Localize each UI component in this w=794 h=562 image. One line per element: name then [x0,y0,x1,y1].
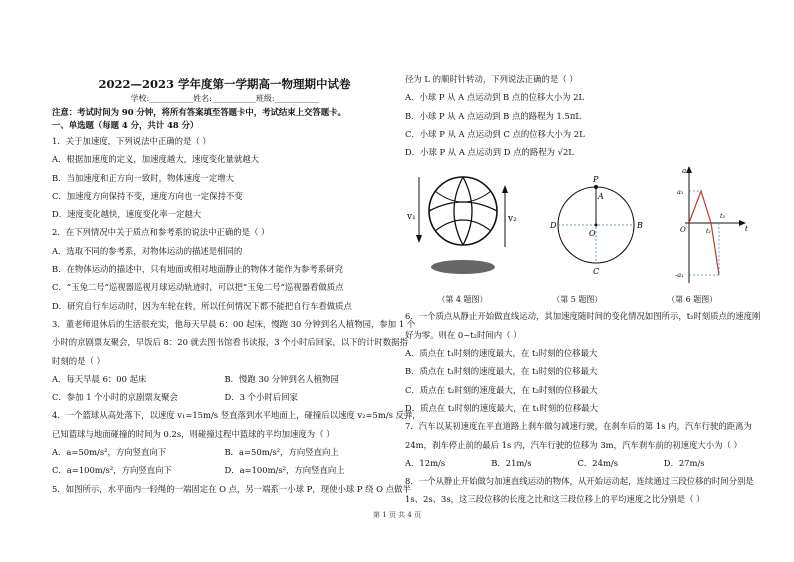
basketball-icon [429,177,497,245]
question-5-continued: 径为 L 的顺时针转动，下列说法正确的是（ ） [405,74,578,84]
figure-5-circle [550,163,650,283]
question-stem: 小时的京剧票友聚会，早饭后 8：20 就去图书馆看书读报，3 个小时后回家，以下的计时数据指 [52,337,408,348]
question-stem: 7．汽车以某初速度在平直道路上刹车做匀减速行驶，在刹车后的第 1s 内，汽车行驶的距离为 [405,421,752,432]
option-c: C．参加 1 个小时的京剧票友聚会 [52,392,178,403]
label-b: B [637,221,643,231]
right-column [405,70,761,509]
caption-fig6: （第 6 题图） [667,295,718,305]
option-b: B．在物体运动的描述中，只有地面或相对地面静止的物体才能作为参考系研究 [52,264,343,275]
student-info-line: 学校:___________姓名:___________班级:___________ [130,94,319,103]
option-c: C．质点在 t₂时刻的速度最大，在 t₂时刻的位移最大 [405,384,598,395]
exam-notice: 注意：考试时间为 90 分钟，将所有答案填至答题卡中，考试结束上交答题卡。 [52,107,346,117]
v1-label: v₁ [407,212,416,223]
question-stem: 2．在下列情况中关于质点和参考系的说法中正确的是（ ） [52,227,270,238]
question-stem: 5．如图所示，水平面内一轻绳的一端固定在 O 点，另一端系一小球 P，现使小球 P 绕 O 点做半 [52,483,411,494]
question-7 [405,417,750,472]
question-stem: 4．一个篮球从高处落下，以速度 v₁=15m/s 竖直落到水平地面上，碰撞后以速度 v₂=5m/s 反弹， [52,410,421,421]
caption-fig5: （第 5 题图） [552,295,603,305]
question-5-start [52,480,411,498]
question-stem: 1s、2s、3s，这三段位移的长度之比和这三段位移上的平均速度之比分别是（ ） [405,494,705,505]
neg-a1-label: -a₁ [675,271,684,280]
option-d: D．速度变化越快，速度变化率一定越大 [52,209,202,220]
question-1 [52,132,397,223]
option-a: A．12m/s [405,457,446,468]
option-a: A．根据加速度的定义，加速度越大，速度变化量就越大 [52,154,260,165]
figure-6-graph [675,163,755,288]
label-a: A [598,192,604,202]
question-stem: 24m，刹车停止前的最后 1s 内，汽车行驶的位移为 3m，汽车刹车前的初速度大小为（ ） [405,439,742,450]
question-stem: 已知篮球与地面碰撞的时间为 0.2s，则碰撞过程中篮球的平均加速度为（ ） [52,428,335,439]
option-b: B．21m/s [491,457,532,468]
option-c: C．“玉兔二号”巡视器巡视月球运动轨迹时，可以把“玉兔二号”巡视器看做质点 [52,282,344,293]
a1-label: a₁ [677,188,684,197]
origin-label: O [680,226,686,235]
axis-a-label: a [682,167,687,176]
question-3 [52,315,416,406]
caption-fig4: （第 4 题图） [437,295,488,305]
option-a: A．每天早晨 6：00 起床 [52,373,147,384]
option-b: B．a=50m/s²，方向竖直向上 [224,447,339,458]
section-heading: 一、单选题（每题 4 分，共计 48 分） [52,120,199,130]
option-c: C．加速度方向保持不变，速度方向也一定保持不变 [52,190,243,201]
acceleration-line [689,191,719,275]
option-a: A．质点在 t₁时刻的速度最大，在 t₂时刻的位移最大 [405,348,598,359]
option-b: B．当加速度和正方向一致时，物体速度一定增大 [52,172,235,183]
option-d: D．质点在 t₂时刻的速度最大，在 t₁时刻的位移最大 [405,402,598,413]
option-c: C．a=100m/s²，方向竖直向下 [52,465,172,476]
question-stem: 6．一个质点从静止开始做直线运动，其加速度随时间的变化情况如图所示，t₂时刻质点的速度刚 [405,311,761,322]
page-footer: 第 1 页 共 4 页 [372,511,422,519]
option-a: A．a=50m/s²，方向竖直向下 [52,447,167,458]
question-2 [52,223,397,314]
question-stem: 8．一个从静止开始做匀加速直线运动的物体，从开始运动起，连续通过三段位移的时间分别是 [405,476,754,487]
axis-t-label: t [745,225,748,234]
label-p: P [593,175,599,185]
exam-title: 2022—2023 学年度第一学期高一物理期中试卷 [98,77,351,91]
question-stem: 3．董老师退休后的生活很充实，他每天早晨 6：00 起床，慢跑 30 分钟到名人植物园，参加 1 个 [52,318,416,329]
left-column [52,70,421,498]
option-b: B．慢跑 30 分钟到名人植物园 [224,373,339,384]
question-stem: 时刻的是（ ） [52,355,105,366]
v2-label: v₂ [508,214,517,225]
option-d: D．a=100m/s²，方向竖直向上 [224,465,345,476]
question-stem: 1．关于加速度，下列说法中正确的是（ ） [52,136,211,146]
question-stem: 好为零。则在 0~t₂时间内（ ） [405,329,522,340]
option-d: D．小球 P 从 A 点运动到 D 点的路程为 √2L [405,147,574,158]
label-c: C [593,267,600,277]
option-d: D．27m/s [663,457,705,468]
option-b: B．小球 P 从 A 点运动到 B 点的路程为 1.5πL [405,110,581,121]
option-c: C．24m/s [577,457,619,468]
figure-captions [405,293,750,307]
t1-label: t₁ [706,227,712,236]
option-d: D．研究自行车运动时，因为车轮在转，所以任何情况下都不能把自行车看做质点 [52,300,352,311]
option-c: C．小球 P 从 A 点运动到 C 点的位移大小为 2L [405,128,585,139]
option-d: D．3 个小时后回家 [224,392,298,403]
question-6 [405,307,761,417]
option-a: A．小球 P 从 A 点运动到 B 点的位移大小为 2L [405,92,585,103]
option-a: A．选取不同的参考系，对物体运动的描述是相同的 [52,245,243,256]
figure-4-basketball [405,163,515,283]
figures-row [405,163,750,293]
t2-label: t₂ [720,212,726,221]
label-d: D [550,221,557,231]
option-b: B．质点在 t₁时刻的速度最大，在 t₁时刻的位移最大 [405,366,598,377]
ball-shadow [431,260,495,274]
question-8 [405,472,754,509]
question-4 [52,406,421,479]
label-o: O [589,229,596,239]
